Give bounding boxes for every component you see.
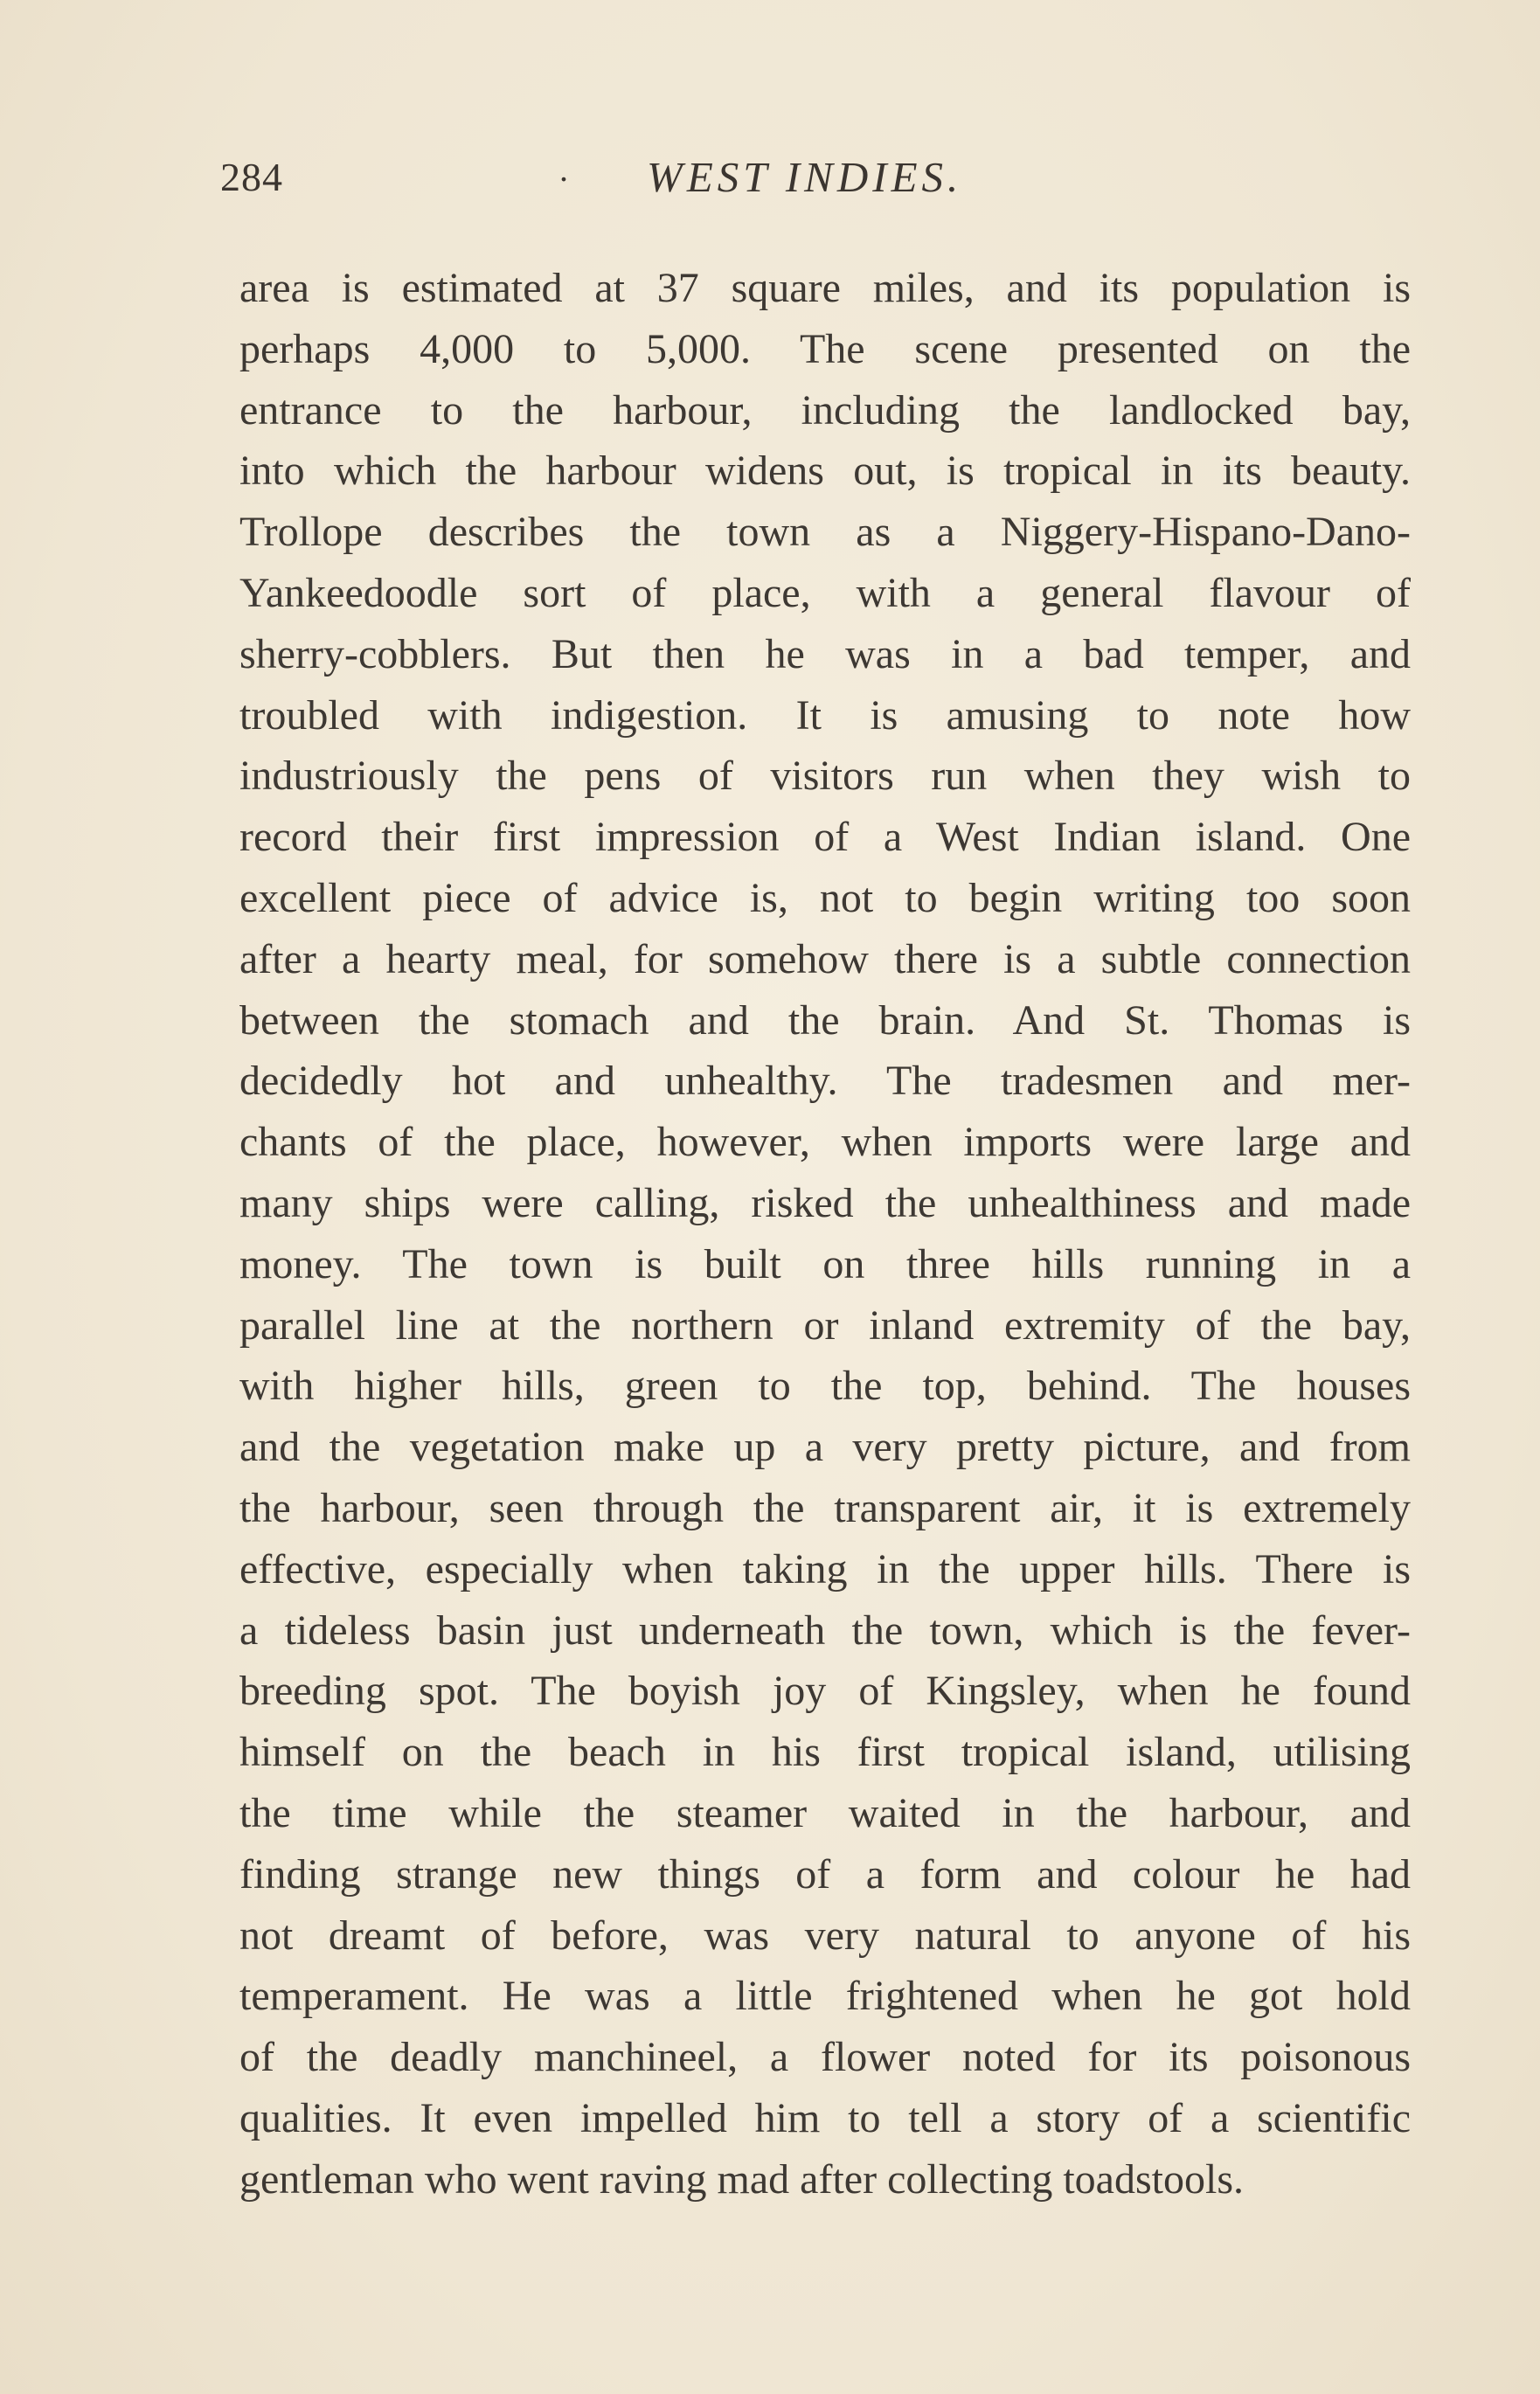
text-line: of the deadly manchineel, a flower noted for its poisonous	[239, 2034, 1411, 2081]
text-line: with higher hills, green to the top, behind. The houses	[239, 1363, 1411, 1410]
text-line: the time while the steamer waited in the harbour, and	[239, 1789, 1411, 1836]
text-line: himself on the beach in his first tropical island, utilising	[239, 1729, 1411, 1776]
text-line: parallel line at the northern or inland extremity of the bay,	[239, 1301, 1411, 1349]
text-line: money. The town is built on three hills running in a	[239, 1240, 1411, 1287]
text-line: after a hearty meal, for somehow there is a subtle connection	[239, 935, 1411, 982]
text-line: effective, especially when taking in the upper hills. There is	[239, 1545, 1411, 1593]
text-line: between the stomach and the brain. And St. Thomas is	[239, 996, 1411, 1044]
text-line: and the vegetation make up a very pretty picture, and from	[239, 1424, 1411, 1471]
body-text	[239, 258, 1411, 2210]
text-line: the harbour, seen through the transparent air, it is extremely	[239, 1484, 1411, 1531]
text-line: entrance to the harbour, including the landlocked bay,	[239, 386, 1411, 434]
text-line: area is estimated at 37 square miles, and its population is	[239, 265, 1411, 311]
text-line: decidedly hot and unhealthy. The tradesmen and mer-	[239, 1058, 1411, 1105]
text-line: industriously the pens of visitors run when they wish to	[239, 753, 1411, 800]
page-header	[220, 147, 1426, 208]
text-line: Trollope describes the town as a Niggery-Hispano-Dano-	[239, 509, 1411, 556]
text-line: sherry-cobblers. But then he was in a bad temper, and	[239, 630, 1411, 677]
page-number: 284	[220, 155, 283, 199]
text-line: a tideless basin just underneath the town, which is the fever-	[239, 1606, 1411, 1654]
text-line: into which the harbour widens out, is tropical in its beauty.	[239, 448, 1411, 495]
header-separator: .	[559, 149, 568, 189]
text-line: perhaps 4,000 to 5,000. The scene presented on the	[239, 325, 1411, 372]
text-line: not dreamt of before, was very natural to anyone of his	[239, 1912, 1411, 1959]
text-line: chants of the place, however, when imports were large and	[239, 1119, 1411, 1166]
running-title: WEST INDIES.	[647, 153, 963, 201]
text-line: breeding spot. The boyish joy of Kingsley, when he found	[239, 1668, 1411, 1715]
text-line: gentleman who went raving mad after collecting toadstools.	[239, 2155, 1244, 2203]
text-line: finding strange new things of a form and colour he had	[239, 1850, 1411, 1898]
text-line: temperament. He was a little frightened when he got hold	[239, 1973, 1411, 2020]
text-line: qualities. It even impelled him to tell a story of a scientific	[239, 2094, 1411, 2141]
text-line: many ships were calling, risked the unhealthiness and made	[239, 1179, 1411, 1226]
text-line: excellent piece of advice is, not to begin writing too soon	[239, 874, 1411, 921]
text-line: troubled with indigestion. It is amusing to note how	[239, 691, 1411, 739]
text-line: record their first impression of a West Indian island. One	[239, 814, 1411, 861]
text-line: Yankeedoodle sort of place, with a general flavour of	[239, 569, 1411, 616]
